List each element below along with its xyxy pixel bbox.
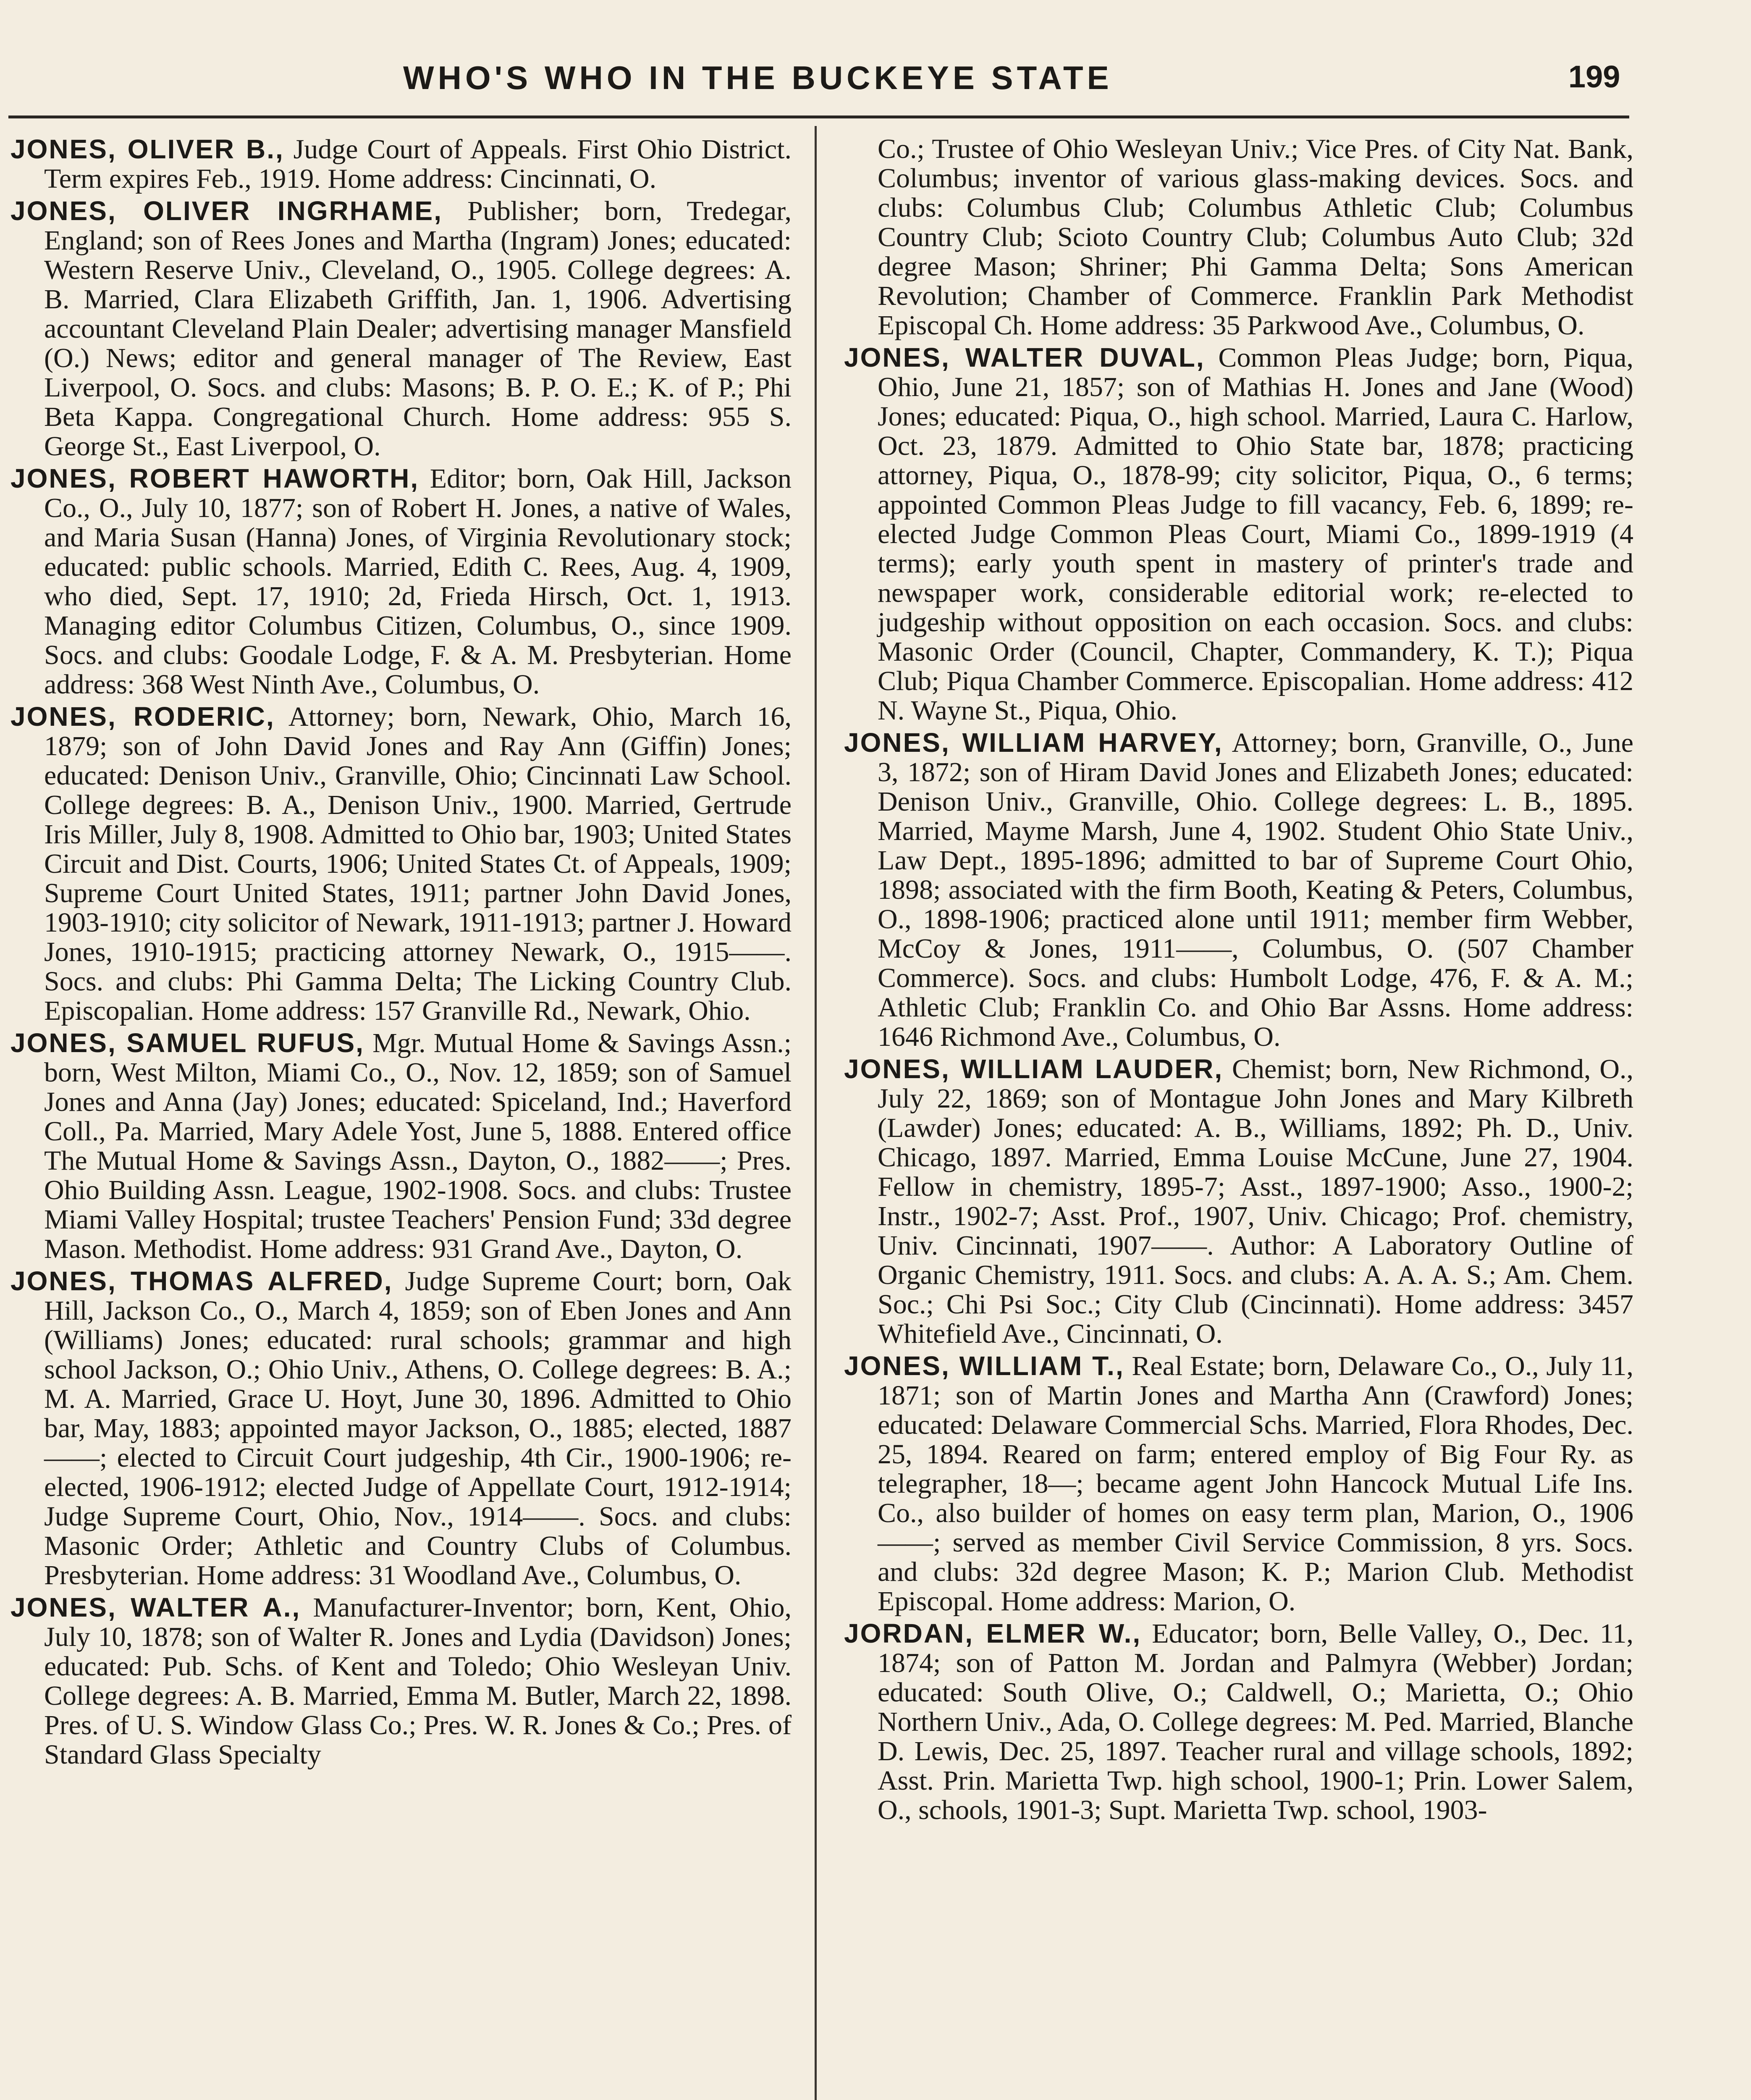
- entry-name: JONES, ROBERT HAWORTH,: [10, 463, 419, 494]
- entry-name: JONES, OLIVER B.,: [10, 134, 284, 164]
- page-title: WHO'S WHO IN THE BUCKEYE STATE: [403, 59, 1113, 96]
- entry-jones-robert-haworth: [10, 464, 792, 699]
- header-rule: [8, 116, 1629, 118]
- entry-text: Educator; born, Belle Valley, O., Dec. 11, 1874; son of Patton M. Jordan and Palmyra (Webber) Jordan; educated: South Olive, O.; Caldwell, O.; Marietta, O.; Ohio Northern Univ., Ada, O. College degrees: M. Ped. Married, Blanche D. Lewis, Dec. 25, 1897. Teacher rural and village schools, 1892; Asst. Prin. Marietta Twp. high school, 1900-1; Prin. Lower Salem, O., schools, 1901-3; Supt. Marietta Twp. school, 1903-: [878, 1618, 1633, 1825]
- right-column: [844, 134, 1633, 2100]
- entry-text: Attorney; born, Newark, Ohio, March 16, 1879; son of John David Jones and Ray Ann (Giffin) Jones; educated: Denison Univ., Granville, Ohio; Cincinnati Law School. College degrees: B. A., Denison Univ., 1900. Married, Gertrude Iris Miller, July 8, 1908. Admitted to Ohio bar, 1903; United States Circuit and Dist. Courts, 1906; United States Ct. of Appeals, 1909; Supreme Court United States, 1911; partner John David Jones, 1903-1910; city solicitor of Newark, 1911-1913; partner J. Howard Jones, 1910-1915; practicing attorney Newark, O., 1915——. Socs. and clubs: Phi Gamma Delta; The Licking Country Club. Episcopalian. Home address: 157 Granville Rd., Newark, Ohio.: [44, 701, 792, 1026]
- entry-text: Mgr. Mutual Home & Savings Assn.; born, West Milton, Miami Co., O., Nov. 12, 1859; son of Samuel Jones and Anna (Jay) Jones; educated: Spiceland, Ind.; Haverford Coll., Pa. Married, Mary Adele Yost, June 5, 1888. Entered office The Mutual Home & Savings Assn., Dayton, O., 1882——; Pres. Ohio Building Assn. League, 1902-1908. Socs. and clubs: Trustee Miami Valley Hospital; trustee Teachers' Pension Fund; 33d degree Mason. Methodist. Home address: 931 Grand Ave., Dayton, O.: [44, 1028, 792, 1264]
- page-number: 199: [1568, 59, 1620, 94]
- entry-name: JORDAN, ELMER W.,: [844, 1618, 1142, 1648]
- entry-name: JONES, SAMUEL RUFUS,: [10, 1028, 364, 1058]
- running-header: [0, 50, 1751, 109]
- entry-jones-william-harvey: [844, 728, 1633, 1052]
- entry-jones-william-lauder: [844, 1054, 1633, 1349]
- entry-jones-samuel-rufus: [10, 1028, 792, 1264]
- left-column: [10, 134, 792, 2100]
- column-divider: [815, 126, 817, 2100]
- entry-jordan-elmer-w: [844, 1619, 1633, 1825]
- entry-name: JONES, WILLIAM T.,: [844, 1351, 1125, 1381]
- entry-continuation: Co.; Trustee of Ohio Wesleyan Univ.; Vice Pres. of City Nat. Bank, Columbus; inventor of various glass-making devices. Socs. and clubs: Columbus Club; Columbus Athletic Club; Columbus Country Club; Scioto Country Club; Columbus Auto Club; 32d degree Mason; Shriner; Phi Gamma Delta; Sons American Revolution; Chamber of Commerce. Franklin Park Methodist Episcopal Ch. Home address: 35 Parkwood Ave., Columbus, O.: [878, 134, 1633, 341]
- entry-text: Attorney; born, Granville, O., June 3, 1872; son of Hiram David Jones and Elizabeth Jones; educated: Denison Univ., Granville, Ohio. College degrees: L. B., 1895. Married, Mayme Marsh, June 4, 1902. Student Ohio State Univ., Law Dept., 1895-1896; admitted to bar of Supreme Court Ohio, 1898; associated with the firm Booth, Keating & Peters, Columbus, O., 1898-1906; practiced alone until 1911; member firm Webber, McCoy & Jones, 1911——, Columbus, O. (507 Chamber Commerce). Socs. and clubs: Humbolt Lodge, 476, F. & A. M.; Athletic Club; Franklin Co. and Ohio Bar Assns. Home address: 1646 Richmond Ave., Columbus, O.: [878, 727, 1633, 1052]
- entry-jones-roderic: [10, 702, 792, 1026]
- entry-jones-walter-duval: [844, 343, 1633, 725]
- entry-name: JONES, OLIVER INGRHAME,: [10, 196, 443, 226]
- entry-jones-walter-a: [10, 1593, 792, 1769]
- entry-name: JONES, WALTER DUVAL,: [844, 342, 1205, 373]
- entry-text: Publisher; born, Tredegar, England; son of Rees Jones and Martha (Ingram) Jones; educated: Western Reserve Univ., Cleveland, O., 1905. College degrees: A. B. Married, Clara Elizabeth Griffith, Jan. 1, 1906. Advertising accountant Cleveland Plain Dealer; advertising manager Mansfield (O.) News; editor and general manager of The Review, East Liverpool, O. Socs. and clubs: Masons; B. P. O. E.; K. of P.; Phi Beta Kappa. Congregational Church. Home address: 955 S. George St., East Liverpool, O.: [44, 196, 792, 462]
- entry-text: Judge Supreme Court; born, Oak Hill, Jackson Co., O., March 4, 1859; son of Eben Jones and Ann (Williams) Jones; educated: rural schools; grammar and high school Jackson, O.; Ohio Univ., Athens, O. College degrees: B. A.; M. A. Married, Grace U. Hoyt, June 30, 1896. Admitted to Ohio bar, May, 1883; appointed mayor Jackson, O., 1885; elected, 1887——; elected to Circuit Court judgeship, 4th Cir., 1900-1906; re-elected, 1906-1912; elected Judge of Appellate Court, 1912-1914; Judge Supreme Court, Ohio, Nov., 1914——. Socs. and clubs: Masonic Order; Athletic and Country Clubs of Columbus. Presbyterian. Home address: 31 Woodland Ave., Columbus, O.: [44, 1266, 792, 1591]
- entry-name: JONES, WILLIAM LAUDER,: [844, 1054, 1224, 1084]
- entry-name: JONES, THOMAS ALFRED,: [10, 1266, 393, 1296]
- entry-name: JONES, WILLIAM HARVEY,: [844, 727, 1223, 758]
- entry-jones-oliver-ingrhame: [10, 196, 792, 461]
- entry-name: JONES, WALTER A.,: [10, 1592, 301, 1622]
- entry-text: Common Pleas Judge; born, Piqua, Ohio, June 21, 1857; son of Mathias H. Jones and Jane (Wood) Jones; educated: Piqua, O., high school. Married, Laura C. Harlow, Oct. 23, 1879. Admitted to Ohio State bar, 1878; practicing attorney, Piqua, O., 1878-99; city solicitor, Piqua, O., 6 terms; appointed Common Pleas Judge to fill vacancy, Feb. 6, 1899; re-elected Judge Common Pleas Court, Miami Co., 1899-1919 (4 terms); early youth spent in mastery of printer's trade and newspaper work, considerable editorial work; re-elected to judgeship without opposition on each occasion. Socs. and clubs: Masonic Order (Council, Chapter, Commandery, K. T.); Piqua Club; Piqua Chamber Commerce. Episcopalian. Home address: 412 N. Wayne St., Piqua, Ohio.: [878, 342, 1633, 726]
- entry-jones-thomas-alfred: [10, 1266, 792, 1590]
- entry-text: Real Estate; born, Delaware Co., O., July 11, 1871; son of Martin Jones and Martha Ann (Crawford) Jones; educated: Delaware Commercial Schs. Married, Flora Rhodes, Dec. 25, 1894. Reared on farm; entered employ of Big Four Ry. as telegrapher, 18—; became agent John Hancock Mutual Life Ins. Co., also builder of homes on easy term plan, Marion, O., 1906——; served as member Civil Service Commission, 8 yrs. Socs. and clubs: 32d degree Mason; K. P.; Marion Club. Methodist Episcopal. Home address: Marion, O.: [878, 1351, 1633, 1617]
- entry-text: Chemist; born, New Richmond, O., July 22, 1869; son of Montague John Jones and Mary Kilbreth (Lawder) Jones; educated: A. B., Williams, 1892; Ph. D., Univ. Chicago, 1897. Married, Emma Louise McCune, June 27, 1904. Fellow in chemistry, 1895-7; Asst., 1897-1900; Asso., 1900-2; Instr., 1902-7; Asst. Prof., 1907, Univ. Chicago; Prof. chemistry, Univ. Cincinnati, 1907——. Author: A Laboratory Outline of Organic Chemistry, 1911. Socs. and clubs: A. A. A. S.; Am. Chem. Soc.; Chi Psi Soc.; City Club (Cincinnati). Home address: 3457 Whitefield Ave., Cincinnati, O.: [878, 1054, 1633, 1349]
- entry-text: Editor; born, Oak Hill, Jackson Co., O., July 10, 1877; son of Robert H. Jones, a native of Wales, and Maria Susan (Hanna) Jones, of Virginia Revolutionary stock; educated: public schools. Married, Edith C. Rees, Aug. 4, 1909, who died, Sept. 17, 1910; 2d, Frieda Hirsch, Oct. 1, 1913. Managing editor Columbus Citizen, Columbus, O., since 1909. Socs. and clubs: Goodale Lodge, F. & A. M. Presbyterian. Home address: 368 West Ninth Ave., Columbus, O.: [44, 463, 792, 700]
- entry-text: Judge Court of Appeals. First Ohio District. Term expires Feb., 1919. Home address: Cincinnati, O.: [44, 134, 792, 194]
- entry-jones-oliver-b: [10, 134, 792, 194]
- entry-text: Manufacturer-Inventor; born, Kent, Ohio, July 10, 1878; son of Walter R. Jones and Lydia (Davidson) Jones; educated: Pub. Schs. of Kent and Toledo; Ohio Wesleyan Univ. College degrees: A. B. Married, Emma M. Butler, March 22, 1898. Pres. of U. S. Window Glass Co.; Pres. W. R. Jones & Co.; Pres. of Standard Glass Specialty: [44, 1592, 792, 1770]
- entry-name: JONES, RODERIC,: [10, 701, 275, 732]
- entry-jones-william-t: [844, 1351, 1633, 1616]
